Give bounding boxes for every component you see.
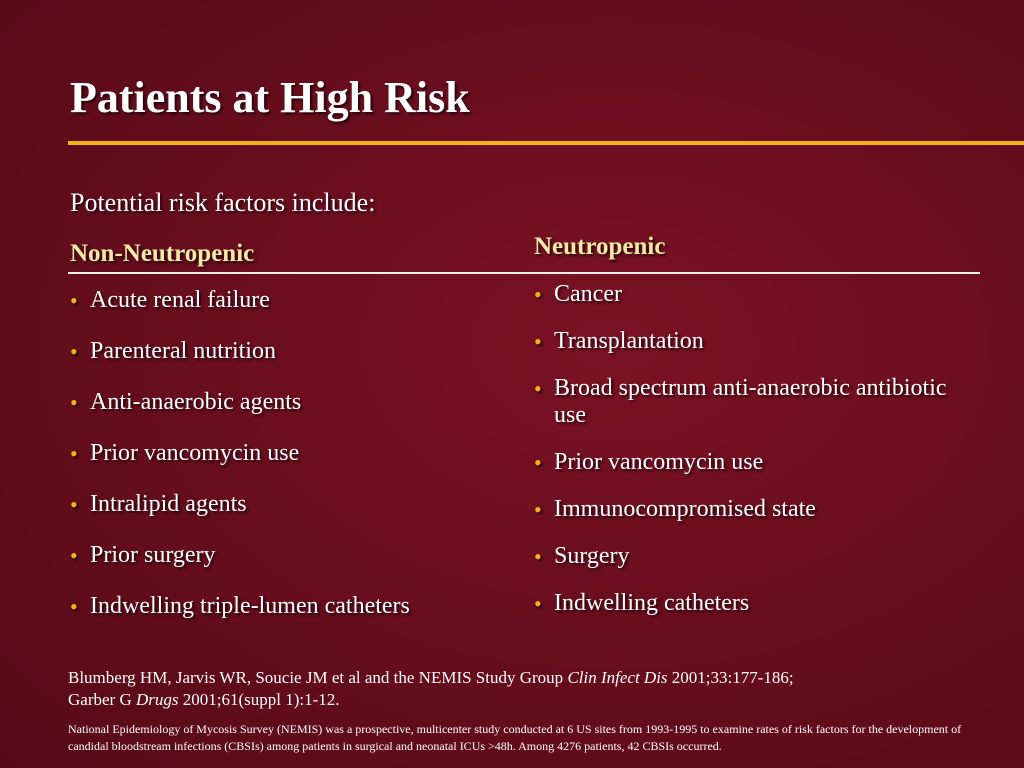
bullet-icon: • xyxy=(70,594,78,619)
bullet-icon: • xyxy=(70,492,78,517)
list-item-text: Acute renal failure xyxy=(90,287,270,313)
non-neutropenic-list xyxy=(70,287,520,644)
heading-non-neutropenic: Non-Neutropenic xyxy=(70,240,255,267)
list-item xyxy=(534,543,974,570)
list-item-text: Surgery xyxy=(554,543,630,569)
reference-line xyxy=(68,689,968,711)
list-item-text: Broad spectrum anti-anaerobic antibiotic use xyxy=(554,375,947,428)
reference-authors: Garber G xyxy=(68,690,136,709)
study-footnote: National Epidemiology of Mycosis Survey (NEMIS) was a prospective, multicenter study conducted at 6 US sites from 1993-1995 to examine rates of risk factors for the development of candidal bloodstream infections (CBSIs) among patients in surgical and neonatal ICUs >48h. Among 4276 patients, 42 CBSIs occurred. xyxy=(68,722,962,753)
list-item-text: Indwelling catheters xyxy=(554,590,750,616)
references xyxy=(68,667,968,711)
bullet-icon: • xyxy=(70,339,78,364)
bullet-icon: • xyxy=(534,497,542,522)
list-item xyxy=(534,281,974,308)
bullet-icon: • xyxy=(70,543,78,568)
list-item xyxy=(70,491,520,518)
bullet-icon: • xyxy=(534,450,542,475)
list-item xyxy=(70,593,520,620)
bullet-icon: • xyxy=(70,441,78,466)
list-item-text: Indwelling triple-lumen catheters xyxy=(90,593,410,619)
list-item-text: Intralipid agents xyxy=(90,491,247,517)
list-item-text: Prior surgery xyxy=(90,542,216,568)
column-header-divider xyxy=(68,272,980,274)
heading-neutropenic: Neutropenic xyxy=(534,233,666,260)
list-item xyxy=(70,338,520,365)
list-item xyxy=(70,389,520,416)
reference-line xyxy=(68,667,968,689)
list-item-text: Prior vancomycin use xyxy=(90,440,300,466)
list-item xyxy=(70,542,520,569)
list-item xyxy=(70,440,520,467)
reference-journal: Drugs xyxy=(135,690,179,709)
list-item-text: Prior vancomycin use xyxy=(554,449,764,475)
bullet-icon: • xyxy=(534,591,542,616)
reference-authors: Blumberg HM, Jarvis WR, Soucie JM et al and the NEMIS Study Group xyxy=(68,668,568,687)
list-item xyxy=(70,287,520,314)
neutropenic-list xyxy=(534,281,974,637)
intro-text: Potential risk factors include: xyxy=(70,188,376,217)
list-item xyxy=(534,449,974,476)
list-item xyxy=(534,496,974,523)
bullet-icon: • xyxy=(70,288,78,313)
bullet-icon: • xyxy=(534,282,542,307)
bullet-icon: • xyxy=(534,544,542,569)
title-divider xyxy=(68,141,1024,145)
reference-citation: 2001;33:177-186; xyxy=(667,668,794,687)
bullet-icon: • xyxy=(534,376,542,401)
list-item-text: Parenteral nutrition xyxy=(90,338,276,364)
list-item xyxy=(534,328,974,355)
reference-journal: Clin Infect Dis xyxy=(567,668,668,687)
list-item-text: Immunocompromised state xyxy=(554,496,816,522)
reference-citation: 2001;61(suppl 1):1-12. xyxy=(178,690,340,709)
list-item-text: Anti-anaerobic agents xyxy=(90,389,302,415)
slide-title: Patients at High Risk xyxy=(70,73,470,122)
list-item xyxy=(534,375,974,429)
list-item xyxy=(534,590,974,617)
list-item-text: Cancer xyxy=(554,281,622,307)
list-item-text: Transplantation xyxy=(554,328,704,354)
bullet-icon: • xyxy=(534,329,542,354)
bullet-icon: • xyxy=(70,390,78,415)
